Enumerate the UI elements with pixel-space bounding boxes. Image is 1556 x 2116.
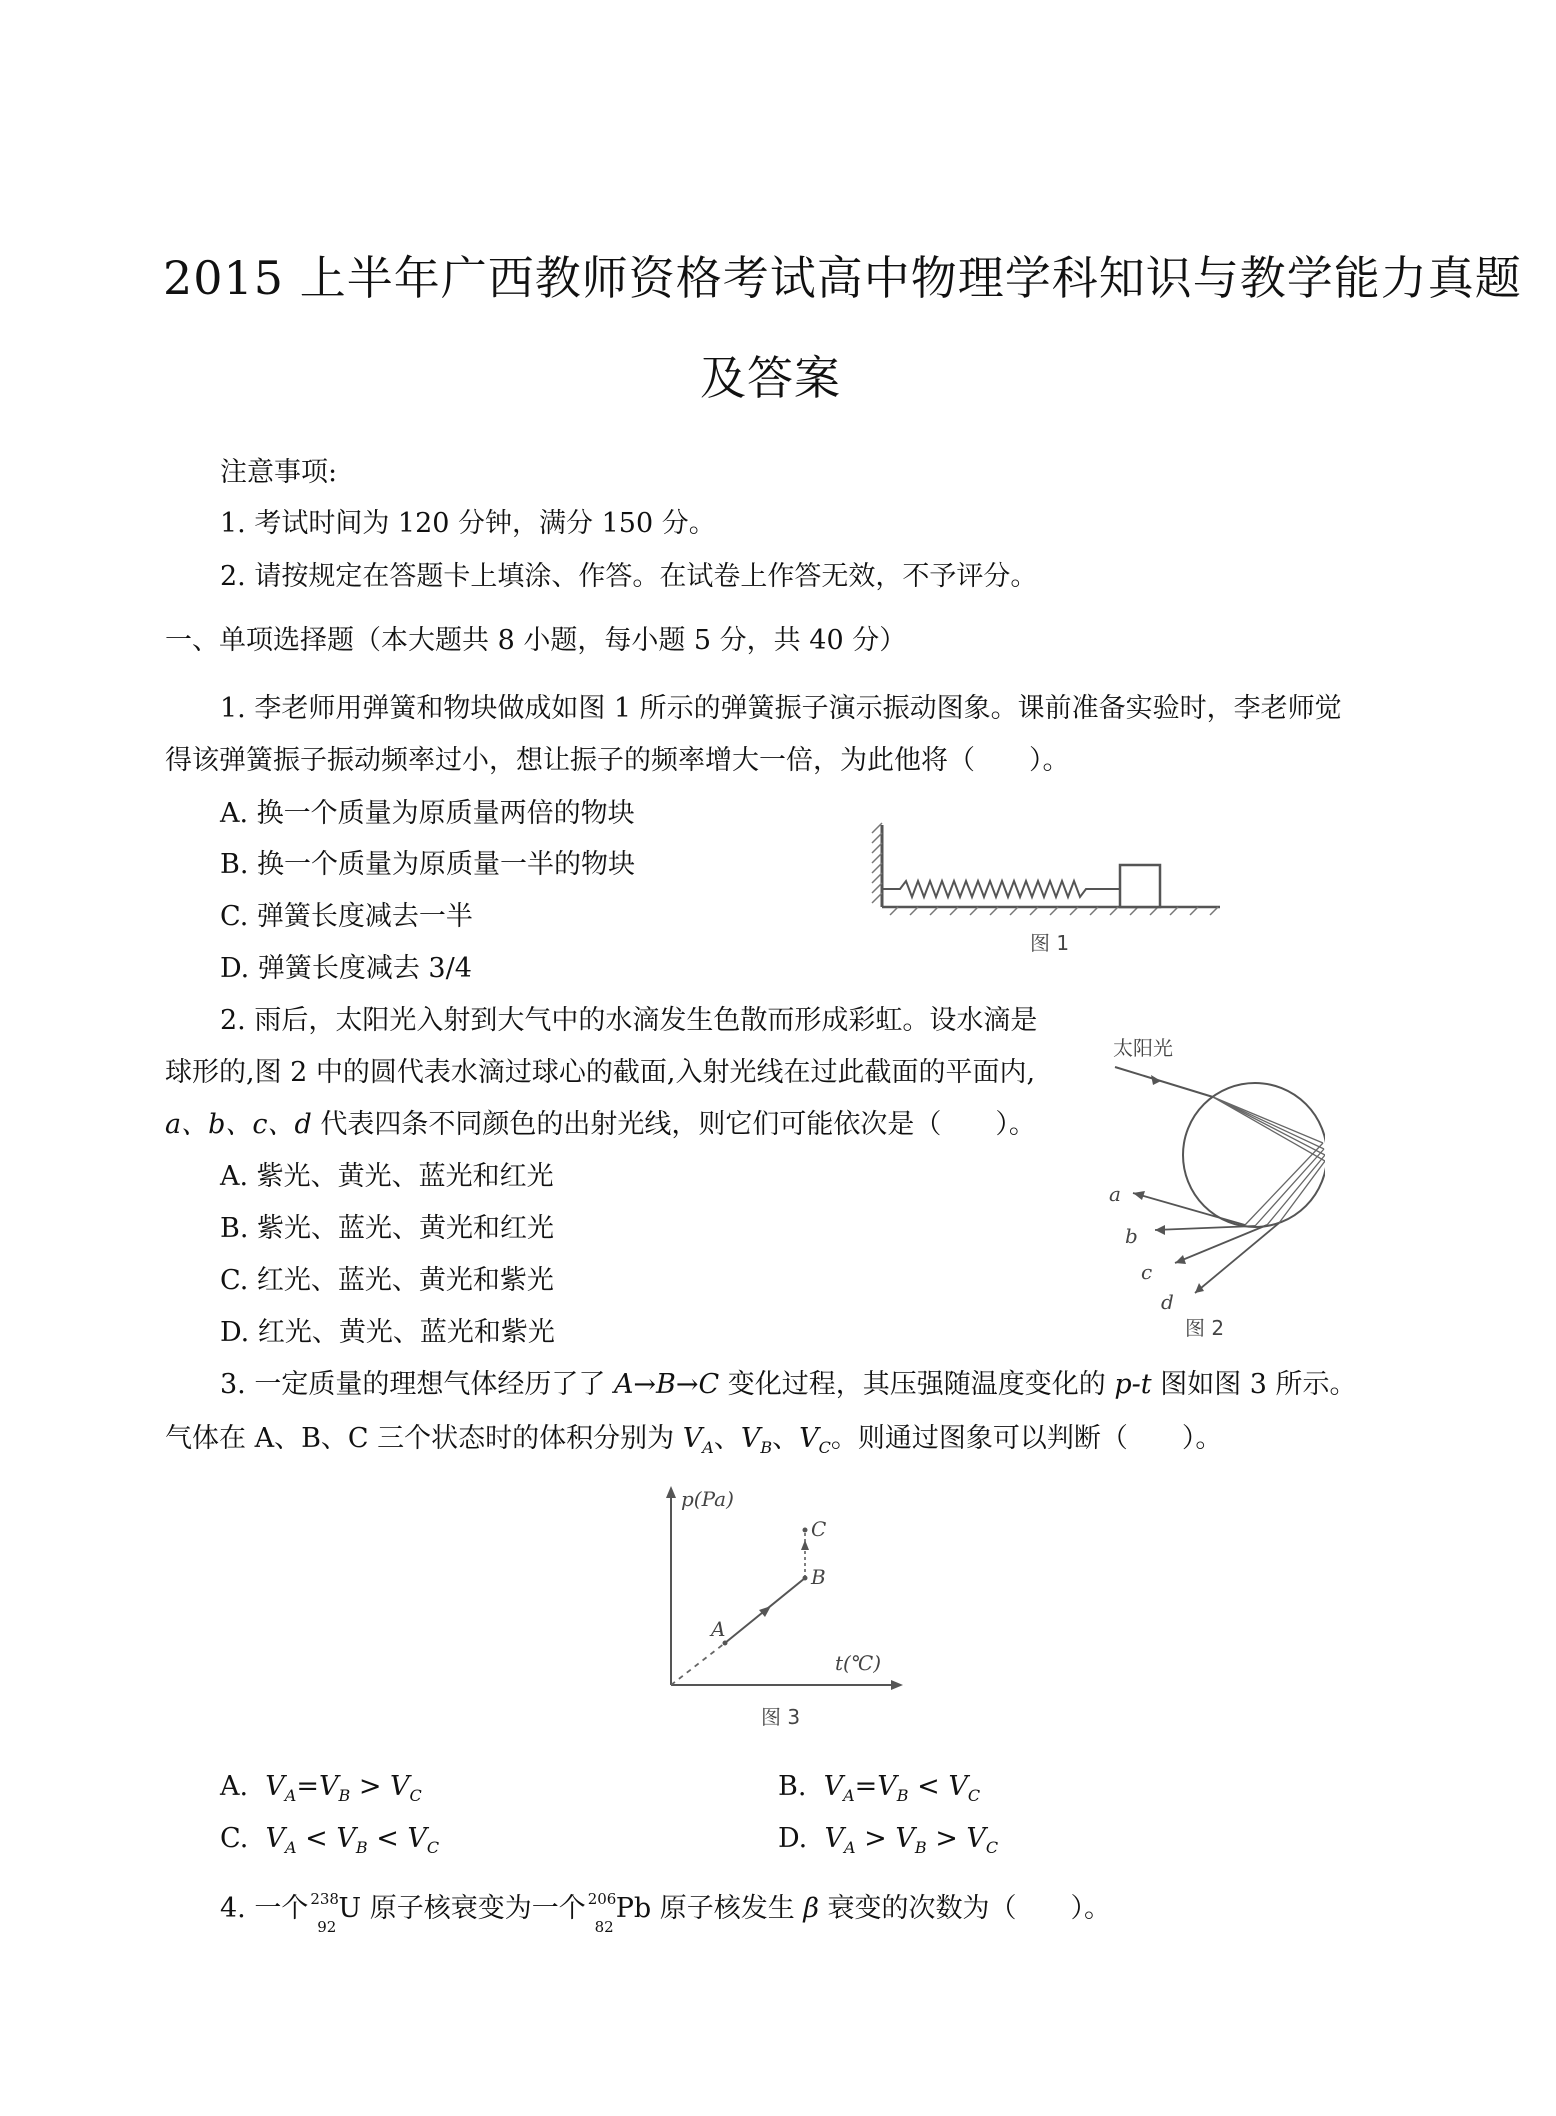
q4-stem: 4. 一个 238 92 U 原子核衰变为一个 206 82 Pb 原子核发生 β 衰变的次数为（ ）。 — [220, 1890, 1112, 1936]
q3-pt: p-t — [1114, 1369, 1152, 1400]
notice-item-2: 2. 请按规定在答题卡上填涂、作答。在试卷上作答无效，不予评分。 — [220, 561, 1038, 592]
q2-option-d: D. 红光、黄光、蓝光和紫光 — [220, 1317, 555, 1348]
page-title-line1: 2015 上半年广西教师资格考试高中物理学科知识与教学能力真题 — [163, 251, 1522, 305]
figure-2-caption: 图 2 — [1185, 1316, 1225, 1340]
figure-3-caption: 图 3 — [761, 1705, 801, 1729]
notice-heading: 注意事项: — [220, 457, 338, 488]
figure-2-ray-d: d — [1161, 1290, 1174, 1314]
beta-symbol: β — [803, 1893, 819, 1924]
q2-ray-letters: a、b、c、d — [165, 1109, 312, 1140]
figure-2-ray-b: b — [1125, 1224, 1138, 1248]
figure-2-sun-label: 太阳光 — [1113, 1036, 1173, 1060]
q3-stem-line2: 气体在 A、B、C 三个状态时的体积分别为 $V_A$、$V_B$、$V_C$。则通过图象可以判断（ ）。 — [165, 1423, 1223, 1457]
lead-nuclide: 206 82 Pb — [587, 1890, 652, 1936]
figure-1-spring-oscillator — [870, 815, 1230, 965]
q1-stem-line1: 1. 李老师用弹簧和物块做成如图 1 所示的弹簧振子演示振动图象。课前准备实验时，李老师觉 — [220, 693, 1342, 724]
figure-3-point-c: C — [811, 1517, 827, 1541]
q2-option-c: C. 红光、蓝光、黄光和紫光 — [220, 1265, 554, 1296]
q3-option-b: B. $V_A=V_B < V_C$ — [778, 1771, 981, 1805]
q3-stem-line1: 3. 一定质量的理想气体经历了了 A→B→C 变化过程，其压强随温度变化的 p-t 图如图 3 所示。 — [220, 1369, 1357, 1400]
figure-2-ray-a: a — [1109, 1182, 1121, 1206]
figure-3-point-a: A — [711, 1617, 726, 1641]
figure-3-xlabel: t(℃) — [835, 1651, 882, 1675]
q3-process: A→B→C — [613, 1369, 720, 1400]
q2-stem-line2: 球形的,图 2 中的圆代表水滴过球心的截面,入射光线在过此截面的平面内, — [165, 1057, 1036, 1088]
section-heading: 一、单项选择题（本大题共 8 小题，每小题 5 分，共 40 分） — [165, 625, 907, 656]
q2-option-a: A. 紫光、黄光、蓝光和红光 — [220, 1161, 554, 1192]
figure-3-point-b: B — [811, 1565, 826, 1589]
q1-stem-line2: 得该弹簧振子振动频率过小，想让振子的频率增大一倍，为此他将（ ）。 — [165, 745, 1070, 776]
q1-option-c: C. 弹簧长度减去一半 — [220, 901, 473, 932]
q3-option-d: D. $V_A > V_B > V_C$ — [778, 1823, 999, 1857]
q2-stem-line1: 2. 雨后，太阳光入射到大气中的水滴发生色散而形成彩虹。设水滴是 — [220, 1005, 1038, 1036]
figure-1-caption: 图 1 — [1030, 931, 1070, 955]
figure-2-ray-c: c — [1141, 1260, 1153, 1284]
figure-3-ylabel: p(Pa) — [681, 1487, 734, 1511]
page-title-line2: 及答案 — [700, 351, 841, 405]
q2-stem-line3-rest: 代表四条不同颜色的出射光线，则它们可能依次是（ ）。 — [311, 1109, 1036, 1140]
q2-stem-line3 — [165, 1106, 1036, 1144]
notice-item-1: 1. 考试时间为 120 分钟，满分 150 分。 — [220, 508, 716, 539]
figure-3-pt-diagram — [655, 1480, 915, 1735]
q3-option-a: A. $V_A=V_B > V_C$ — [220, 1771, 422, 1805]
q3-option-c: C. $V_A < V_B < V_C$ — [220, 1823, 440, 1857]
figure-2-raindrop — [1095, 1025, 1325, 1345]
q1-option-b: B. 换一个质量为原质量一半的物块 — [220, 849, 636, 880]
uranium-nuclide: 238 92 U — [310, 1890, 362, 1936]
q1-option-d: D. 弹簧长度减去 3/4 — [220, 953, 472, 984]
q1-option-a: A. 换一个质量为原质量两倍的物块 — [220, 798, 635, 829]
q2-option-b: B. 紫光、蓝光、黄光和红光 — [220, 1213, 555, 1244]
